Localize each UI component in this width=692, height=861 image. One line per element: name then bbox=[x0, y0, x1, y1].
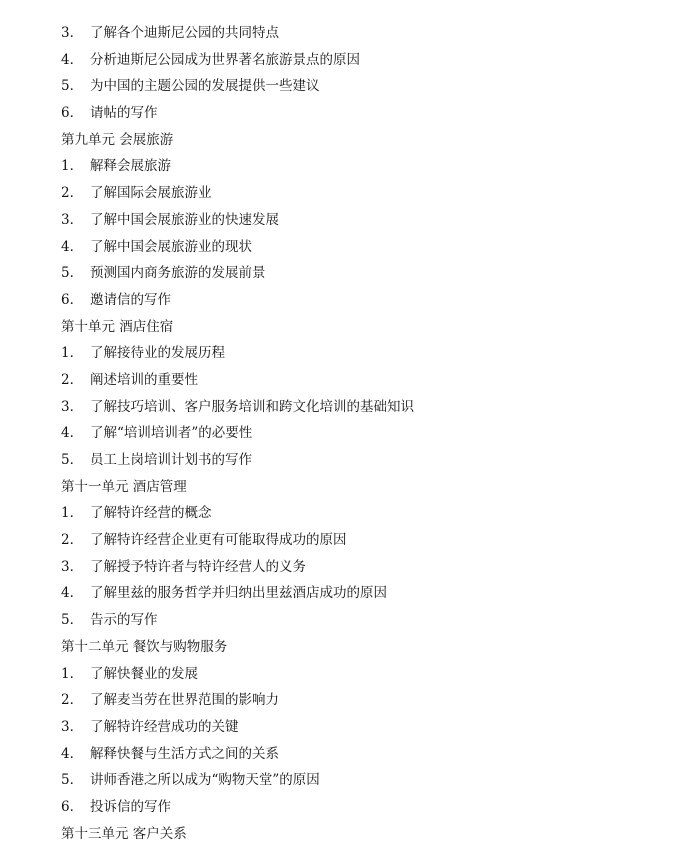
item-text: 为中国的主题公园的发展提供一些建议 bbox=[90, 78, 320, 95]
unit-heading bbox=[0, 634, 692, 661]
objective-list-item bbox=[0, 207, 692, 234]
objective-list-item bbox=[0, 367, 692, 394]
objective-list-item bbox=[0, 580, 692, 607]
objective-list-item bbox=[0, 73, 692, 100]
item-text: 解释会展旅游 bbox=[90, 158, 171, 175]
item-number: 5． bbox=[61, 612, 84, 629]
item-text: 了解特许经营企业更有可能取得成功的原因 bbox=[90, 532, 347, 549]
item-number: 6． bbox=[61, 798, 84, 815]
unit-heading bbox=[0, 127, 692, 154]
objective-list-item bbox=[0, 661, 692, 688]
item-text: 了解里兹的服务哲学并归纳出里兹酒店成功的原因 bbox=[90, 585, 387, 602]
item-text: 邀请信的写作 bbox=[90, 291, 171, 308]
item-text: 了解麦当劳在世界范围的影响力 bbox=[90, 692, 279, 709]
item-number: 3． bbox=[61, 398, 84, 415]
item-number: 4． bbox=[61, 51, 84, 68]
objective-list-item bbox=[0, 180, 692, 207]
objective-list-item bbox=[0, 287, 692, 314]
item-number: 5． bbox=[61, 772, 84, 789]
item-text: 了解国际会展旅游业 bbox=[90, 185, 212, 202]
item-text: 了解授予特许者与特许经营人的义务 bbox=[90, 558, 306, 575]
item-number: 4． bbox=[61, 745, 84, 762]
item-text: 了解特许经营的概念 bbox=[90, 505, 212, 522]
unit-heading bbox=[0, 474, 692, 501]
item-number: 3． bbox=[61, 211, 84, 228]
objective-list-item bbox=[0, 687, 692, 714]
objective-list-item bbox=[0, 260, 692, 287]
objective-list-item bbox=[0, 741, 692, 768]
item-number: 2． bbox=[61, 532, 84, 549]
unit-heading-text: 第十单元 酒店住宿 bbox=[61, 318, 174, 335]
objective-list-item bbox=[0, 47, 692, 74]
item-number: 3． bbox=[61, 718, 84, 735]
item-text: 讲师香港之所以成为“购物天堂”的原因 bbox=[90, 772, 320, 789]
item-number: 1． bbox=[61, 158, 84, 175]
item-text: 了解快餐业的发展 bbox=[90, 665, 198, 682]
unit-heading-text: 第九单元 会展旅游 bbox=[61, 131, 174, 148]
objective-list-item bbox=[0, 234, 692, 261]
objective-list-item bbox=[0, 20, 692, 47]
item-number: 2． bbox=[61, 185, 84, 202]
item-number: 3． bbox=[61, 25, 84, 41]
item-number: 4． bbox=[61, 425, 84, 442]
item-number: 5． bbox=[61, 78, 84, 95]
unit-heading-text: 第十二单元 餐饮与购物服务 bbox=[61, 638, 228, 655]
objective-list-item bbox=[0, 153, 692, 180]
item-number: 1． bbox=[61, 505, 84, 522]
item-text: 告示的写作 bbox=[90, 612, 158, 629]
item-text: 了解中国会展旅游业的现状 bbox=[90, 238, 252, 255]
item-number: 1． bbox=[61, 665, 84, 682]
objective-list-item bbox=[0, 500, 692, 527]
document-body bbox=[0, 20, 692, 847]
item-text: 员工上岗培训计划书的写作 bbox=[90, 452, 252, 468]
item-number: 3． bbox=[61, 558, 84, 575]
item-number: 6． bbox=[61, 105, 84, 122]
unit-heading bbox=[0, 314, 692, 341]
item-text: 阐述培训的重要性 bbox=[90, 371, 198, 388]
item-text: 了解接待业的发展历程 bbox=[90, 345, 225, 362]
item-text: 了解“培训培训者”的必要性 bbox=[90, 425, 253, 442]
item-text: 了解中国会展旅游业的快速发展 bbox=[90, 211, 279, 228]
item-number: 6． bbox=[61, 291, 84, 308]
objective-list-item bbox=[0, 554, 692, 581]
unit-heading bbox=[0, 821, 692, 848]
objective-list-item bbox=[0, 447, 692, 474]
item-text: 解释快餐与生活方式之间的关系 bbox=[90, 745, 279, 762]
item-text: 了解各个迪斯尼公园的共同特点 bbox=[90, 25, 279, 41]
item-number: 5． bbox=[61, 265, 84, 282]
objective-list-item bbox=[0, 794, 692, 821]
item-number: 5． bbox=[61, 452, 84, 468]
item-text: 了解技巧培训、客户服务培训和跨文化培训的基础知识 bbox=[90, 398, 414, 415]
objective-list-item bbox=[0, 767, 692, 794]
item-text: 预测国内商务旅游的发展前景 bbox=[90, 265, 266, 282]
objective-list-item bbox=[0, 527, 692, 554]
item-text: 投诉信的写作 bbox=[90, 798, 171, 815]
objective-list-item bbox=[0, 714, 692, 741]
objective-list-item bbox=[0, 607, 692, 634]
unit-heading-text: 第十三单元 客户关系 bbox=[61, 825, 187, 842]
unit-heading-text: 第十一单元 酒店管理 bbox=[61, 478, 187, 495]
item-number: 2． bbox=[61, 692, 84, 709]
objective-list-item bbox=[0, 420, 692, 447]
item-text: 请帖的写作 bbox=[90, 105, 158, 122]
objective-list-item bbox=[0, 394, 692, 421]
objective-list-item bbox=[0, 100, 692, 127]
item-number: 1． bbox=[61, 345, 84, 362]
objective-list-item bbox=[0, 340, 692, 367]
item-number: 2． bbox=[61, 371, 84, 388]
item-text: 了解特许经营成功的关键 bbox=[90, 718, 239, 735]
item-text: 分析迪斯尼公园成为世界著名旅游景点的原因 bbox=[90, 51, 360, 68]
item-number: 4． bbox=[61, 585, 84, 602]
item-number: 4． bbox=[61, 238, 84, 255]
